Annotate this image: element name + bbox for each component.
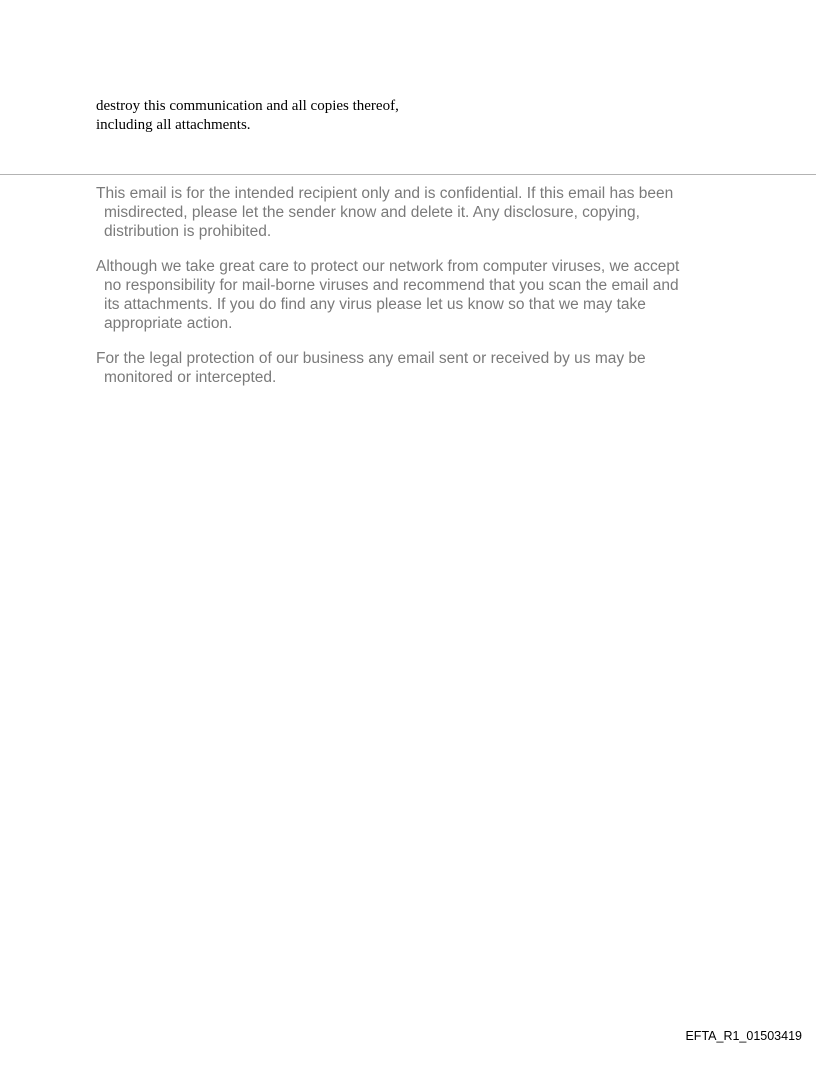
message-tail-line: including all attachments. (96, 117, 251, 133)
separator-rule (0, 174, 816, 175)
disclaimer-line: no responsibility for mail-borne viruses and recommend that you scan the email and (104, 277, 679, 294)
disclaimer-line: its attachments. If you do find any virus please let us know so that we may take (104, 296, 646, 313)
disclaimer-line: This email is for the intended recipient only and is confidential. If this email has been (96, 185, 674, 202)
email-disclaimer (96, 184, 796, 403)
disclaimer-paragraph-confidentiality (96, 184, 796, 241)
disclaimer-paragraph-monitoring (96, 349, 796, 387)
document-id: EFTA_R1_01503419 (685, 1029, 802, 1043)
disclaimer-line: appropriate action. (104, 315, 233, 332)
message-tail-line: destroy this communication and all copies thereof, (96, 98, 399, 114)
disclaimer-line: monitored or intercepted. (104, 369, 277, 386)
disclaimer-line: distribution is prohibited. (104, 223, 272, 240)
disclaimer-line: For the legal protection of our business any email sent or received by us may be (96, 350, 646, 367)
disclaimer-paragraph-viruses (96, 257, 796, 333)
disclaimer-line: Although we take great care to protect our network from computer viruses, we accept (96, 258, 680, 275)
disclaimer-line: misdirected, please let the sender know and delete it. Any disclosure, copying, (104, 204, 640, 221)
message-tail (96, 97, 696, 135)
